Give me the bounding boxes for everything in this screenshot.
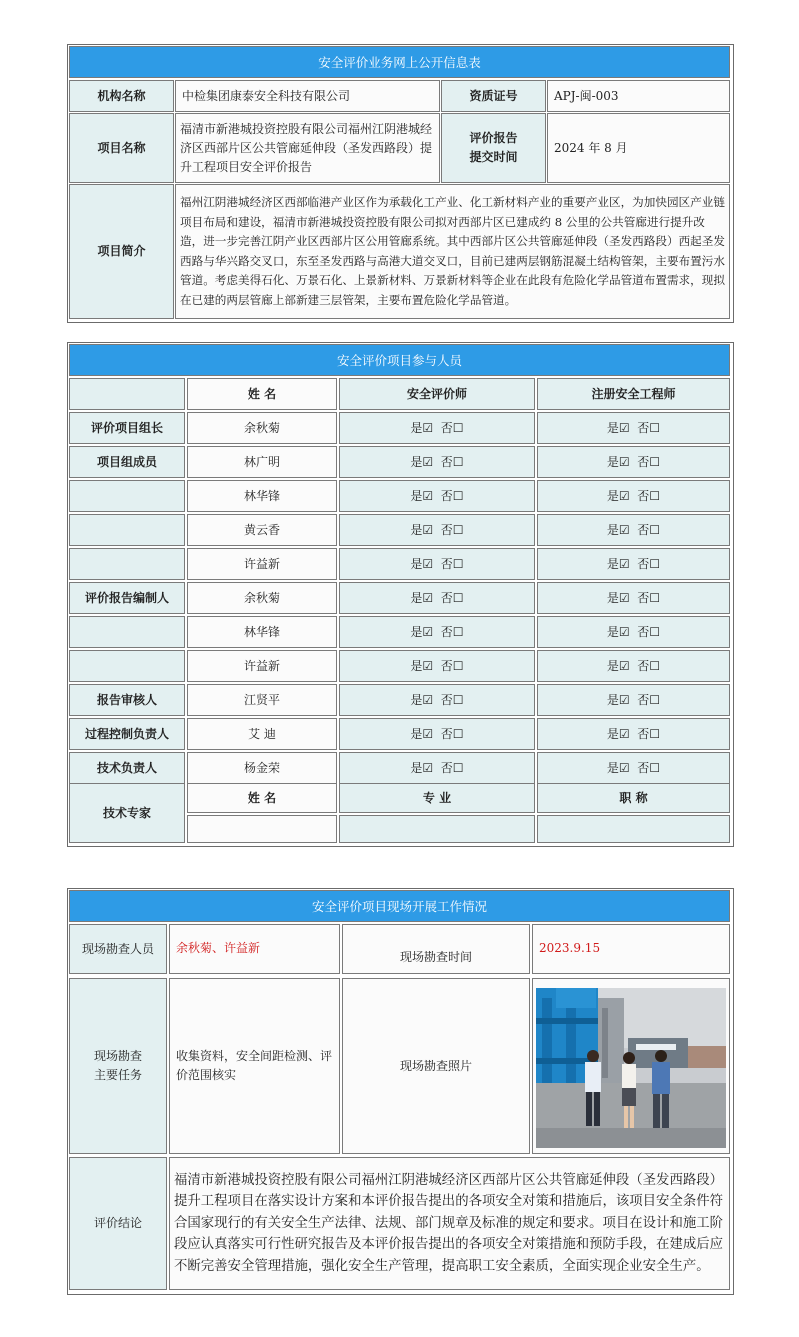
task-label-line2: 主要任务 (93, 1068, 142, 1082)
col-name-header: 姓 名 (187, 378, 337, 410)
task-value: 收集资料，安全间距检测、评价范围核实 (169, 978, 340, 1154)
project-label: 项目名称 (69, 113, 174, 183)
staff-role: 项目组成员 (69, 446, 185, 478)
staff-assessor-status: 是☑ 否☐ (339, 514, 535, 546)
org-label: 机构名称 (69, 80, 174, 112)
task-label-line1: 现场勘查 (93, 1049, 142, 1063)
site-photo (536, 988, 726, 1148)
staff-name: 余秋菊 (187, 412, 337, 444)
photo-label: 现场勘查照片 (342, 978, 530, 1154)
conclusion-value: 福清市新港城投资控股有限公司福州江阴港城经济区西部片区公共管廊延伸段（圣发西路段）提升工程项目在落实设计方案和本评价报告提出的各项安全对策和措施后，该项目安全条件符合国家现行的有关安全生产法律、法规、部门规章及标准的规定和要求。项目在设计和施工阶段应认真落实可行性研究报告及本评价报告提出的各项安全对策措施和预防手段，在建成后应不断完善安全管理措施，强化安全生产管理，提高职工安全素质，全面实现企业安全生产。 (169, 1157, 730, 1290)
site-photo-drawing (536, 988, 726, 1148)
site-table-title: 安全评价项目现场开展工作情况 (69, 890, 730, 922)
info-table-title: 安全评价业务网上公开信息表 (69, 46, 730, 78)
staff-name: 许益新 (187, 650, 337, 682)
site-time-label: 现场勘查时间 (342, 924, 530, 974)
staff-name: 林华锋 (187, 616, 337, 648)
staff-engineer-status: 是☑ 否☐ (537, 650, 730, 682)
staff-engineer-status: 是☑ 否☐ (537, 718, 730, 750)
staff-role: 评价报告编制人 (69, 582, 185, 614)
expert-label: 技术专家 (69, 783, 185, 843)
staff-name: 林广明 (187, 446, 337, 478)
conclusion-label: 评价结论 (69, 1157, 167, 1290)
staff-assessor-status: 是☑ 否☐ (339, 718, 535, 750)
staff-role: 过程控制负责人 (69, 718, 185, 750)
expert-col-title: 职 称 (537, 783, 730, 813)
expert-major-empty (339, 815, 535, 843)
staff-engineer-status: 是☑ 否☐ (537, 480, 730, 512)
col-engineer-header: 注册安全工程师 (537, 378, 730, 410)
staff-name: 林华锋 (187, 480, 337, 512)
expert-col-name: 姓 名 (187, 783, 337, 813)
summary-label: 项目简介 (69, 184, 174, 319)
staff-engineer-status: 是☑ 否☐ (537, 514, 730, 546)
staff-role (69, 650, 185, 682)
staff-assessor-status: 是☑ 否☐ (339, 684, 535, 716)
report-time-label (441, 113, 546, 183)
expert-title-empty (537, 815, 730, 843)
staff-name: 江贤平 (187, 684, 337, 716)
report-time-label-line1: 评价报告 (469, 131, 518, 145)
site-time-value: 2023.9.15 (532, 924, 730, 974)
report-time-label-line2: 提交时间 (469, 150, 518, 164)
inspector-value: 余秋菊、许益新 (169, 924, 340, 974)
staff-engineer-status: 是☑ 否☐ (537, 752, 730, 784)
project-value: 福清市新港城投资控股有限公司福州江阴港城经济区西部片区公共管廊延伸段（圣发西路段）提升工程项目安全评价报告 (175, 113, 440, 183)
staff-role (69, 616, 185, 648)
staff-name: 艾 迪 (187, 718, 337, 750)
staff-engineer-status: 是☑ 否☐ (537, 412, 730, 444)
staff-role: 评价项目组长 (69, 412, 185, 444)
staff-name: 余秋菊 (187, 582, 337, 614)
org-value: 中检集团康泰安全科技有限公司 (175, 80, 440, 112)
cert-value: APJ-闽-003 (547, 80, 730, 112)
inspector-label: 现场勘查人员 (69, 924, 167, 974)
staff-role (69, 480, 185, 512)
staff-engineer-status: 是☑ 否☐ (537, 684, 730, 716)
report-time-value: 2024 年 8 月 (547, 113, 730, 183)
staff-assessor-status: 是☑ 否☐ (339, 412, 535, 444)
summary-value: 福州江阴港城经济区西部临港产业区作为承载化工产业、化工新材料产业的重要产业区，为加快园区产业链项目布局和建设，福清市新港城投资控股有限公司拟对西部片区已建成约 8 公里的公共管廊进行提升改造，进一步完善江阴产业区西部片区公用管廊系统。其中西部片区公共管廊延伸段（圣发西路段）西起圣发西路与华兴路交叉口，东至圣发西路与高港大道交叉口，目前已建两层钢筋混凝土结构管架，主要布置污水管道。考虑美得石化、万景石化、上景新材料、万景新材料等企业在此段有危险化学品管道布置需求，现拟在已建的两层管廊上部新建三层管架，主要布置危险化学品管道。 (175, 184, 730, 319)
staff-assessor-status: 是☑ 否☐ (339, 582, 535, 614)
expert-name-empty (187, 815, 337, 843)
staff-name: 许益新 (187, 548, 337, 580)
staff-name: 黄云香 (187, 514, 337, 546)
expert-col-major: 专 业 (339, 783, 535, 813)
cert-label: 资质证号 (441, 80, 546, 112)
staff-header-blank (69, 378, 185, 410)
col-assessor-header: 安全评价师 (339, 378, 535, 410)
staff-engineer-status: 是☑ 否☐ (537, 582, 730, 614)
staff-role (69, 548, 185, 580)
staff-engineer-status: 是☑ 否☐ (537, 548, 730, 580)
staff-role: 报告审核人 (69, 684, 185, 716)
staff-assessor-status: 是☑ 否☐ (339, 650, 535, 682)
staff-assessor-status: 是☑ 否☐ (339, 616, 535, 648)
staff-assessor-status: 是☑ 否☐ (339, 480, 535, 512)
staff-table-title: 安全评价项目参与人员 (69, 344, 730, 376)
staff-engineer-status: 是☑ 否☐ (537, 616, 730, 648)
staff-role: 技术负责人 (69, 752, 185, 784)
staff-name: 杨金荣 (187, 752, 337, 784)
staff-role (69, 514, 185, 546)
staff-assessor-status: 是☑ 否☐ (339, 548, 535, 580)
task-label (69, 978, 167, 1154)
staff-assessor-status: 是☑ 否☐ (339, 446, 535, 478)
staff-assessor-status: 是☑ 否☐ (339, 752, 535, 784)
staff-engineer-status: 是☑ 否☐ (537, 446, 730, 478)
